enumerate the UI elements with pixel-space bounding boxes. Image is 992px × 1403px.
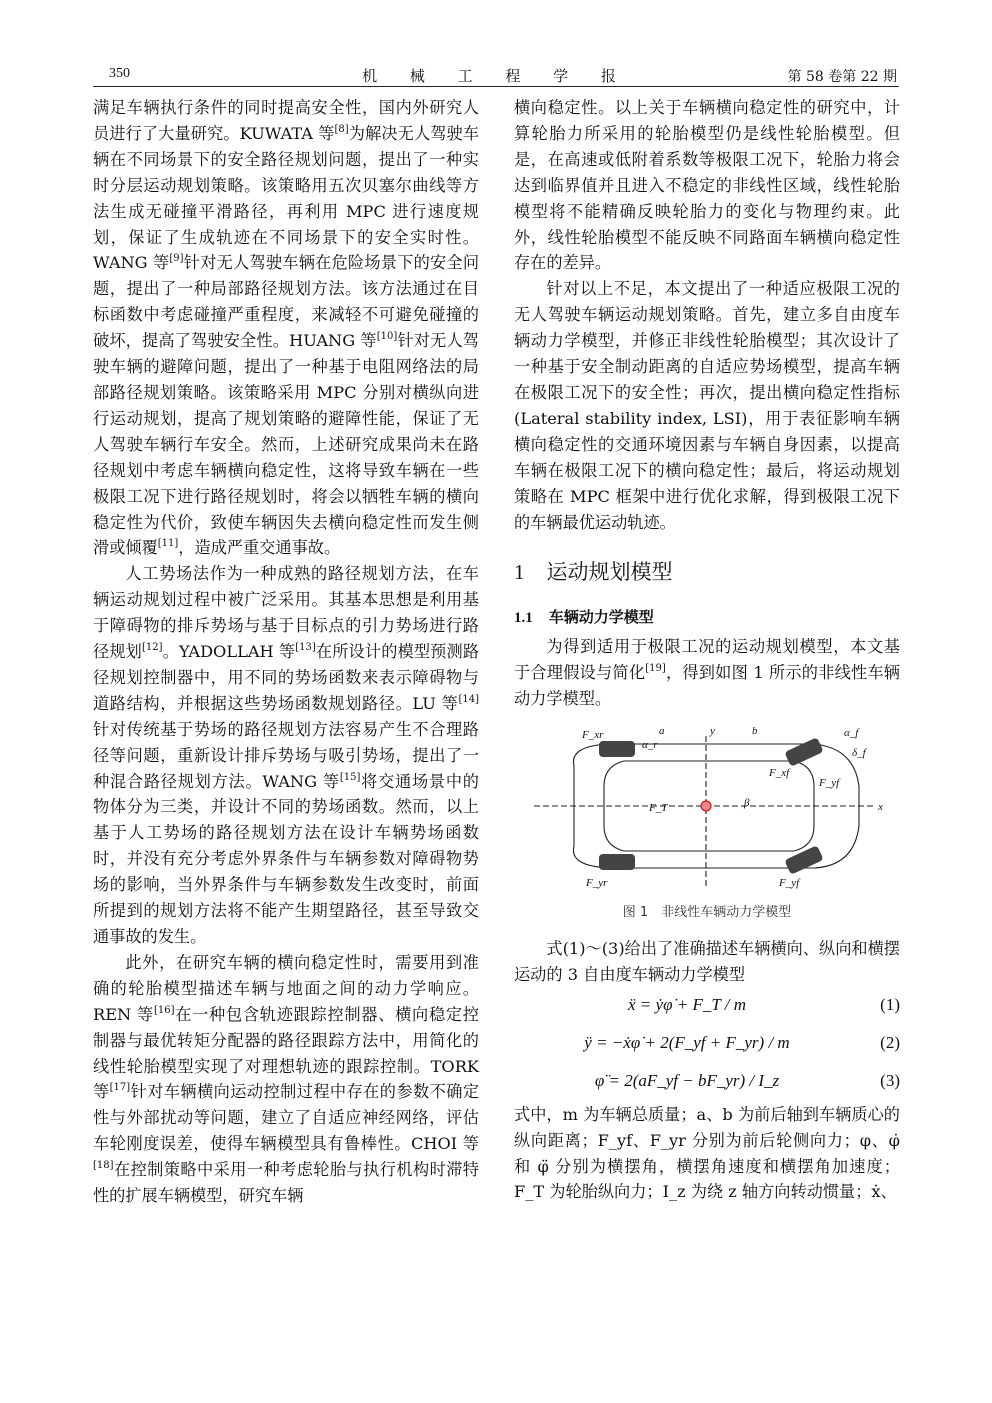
front-left-wheel <box>784 737 823 767</box>
paragraph: 为得到适用于极限工况的运动规划模型，本文基于合理假设与简化[19]，得到如图 1 所示的非线性车辆动力学模型。 <box>514 637 900 709</box>
paragraph: 人工势场法作为一种成熟的路径规划方法，在车辆运动规划过程中被广泛采用。其基本思想是利用基于障碍物的排斥势场与基于目标点的引力势场进行路径规划[12]。YADOLLAH 等[13]在所设计的模型预测路径规划控制器中，用不同的势场函数来表示障碍物与道路结构，并根据这些势场函数规划路径。LU 等[14]针对传统基于势场的路径规划方法容易产生不合理路径等问题，重新设计排斥势场与吸引势场，提出了一种混合路径规划方法。WANG 等[15]将交通场景中的物体分为三类，并设计不同的势场函数。然而，以上基于人工势场的路径规划方法在设计车辆势场函数时，并没有充分考虑外界条件与车辆参数对障碍物势场的影响，当外界条件与车辆参数发生改变时，前面所提到的规划方法将不能产生期望路径，甚至导致交通事故的发生。 <box>93 564 480 946</box>
citation: [17] <box>109 1082 131 1094</box>
journal-name: 机 械 工 程 学 报 <box>362 67 630 85</box>
label-alpha-f: α_f <box>844 727 859 740</box>
rear-left-wheel <box>599 741 635 757</box>
label-y: y <box>710 726 715 738</box>
label-Fxf: F_xf <box>769 767 790 780</box>
right-column <box>514 95 900 1205</box>
label-beta: β <box>744 797 750 810</box>
label-a: a <box>659 726 665 738</box>
vehicle-dynamics-figure <box>514 726 900 896</box>
rear-right-wheel <box>599 854 635 870</box>
citation: [9] <box>169 253 184 265</box>
citation: [13] <box>295 642 316 654</box>
label-Ff: F_yf <box>779 877 800 890</box>
paragraph: 式中，m 为车辆总质量；a、b 为前后轴到车辆质心的纵向距离；F_yf、F_yr 分别为前后轮侧向力；φ、φ̇ 和 φ̈ 分别为横摆角，横摆角速度和横摆角加速度；F_T 为轮胎纵向力；I_z 为绕 z 轴方向转动惯量；ẋ、 <box>514 1104 900 1202</box>
citation: [15] <box>339 771 361 783</box>
label-FT: F_T <box>649 802 668 815</box>
center-of-mass <box>701 801 711 811</box>
label-Fyf: F_yf <box>819 777 840 790</box>
subsection-heading: 1.1 车辆动力学模型 <box>514 608 654 627</box>
left-column <box>93 95 479 1209</box>
paragraph: 满足车辆执行条件的同时提高安全性，国内外研究人员进行了大量研究。KUWATA 等[8]为解决无人驾驶车辆在不同场景下的安全路径规划问题，提出了一种实时分层运动规划策略。该策略用五次贝塞尔曲线等方法生成无碰撞平滑路径，再利用 MPC 进行速度规划，保证了生成轨迹在不同场景下的安全实时性。WANG 等[9]针对无人驾驶车辆在危险场景下的安全问题，提出了一种局部路径规划方法。该方法通过在目标函数中考虑碰撞严重程度，来减轻不可避免碰撞的破坏，提高了驾驶安全性。HUANG 等[10]针对无人驾驶车辆的避障问题，提出了一种基于电阻网络法的局部路径规划策略。该策略采用 MPC 分别对横纵向进行运动规划，提高了规划策略的避障性能，保证了无人驾驶车辆行车安全。然而，上述研究成果尚未在路径规划中考虑车辆横向稳定性，这将导致车辆在一些极限工况下进行路径规划时，将会以牺牲车辆的横向稳定性为代价，致使车辆因失去横向稳定性而发生侧滑或倾覆[11]，造成严重交通事故。 <box>93 98 480 558</box>
label-Fxr: F_xr <box>582 729 604 742</box>
citation: [12] <box>141 642 163 654</box>
vehicle-diagram <box>514 726 900 896</box>
volume-issue: 第 58 卷第 22 期 <box>787 69 897 85</box>
citation: [8] <box>334 123 349 135</box>
label-b: b <box>752 726 758 738</box>
paragraph: 针对以上不足，本文提出了一种适应极限工况的无人驾驶车辆运动规划策略。首先，建立多自由度车辆动力学模型，并修正非线性轮胎模型；其次设计了一种基于安全制动距离的自适应势场模型，提高车辆在极限工况下的安全性；再次，提出横向稳定性指标(Lateral stability index, LSI)，用于表征影响车辆横向稳定性的交通环境因素与车辆自身因素，以提高车辆在极限工况下的横向稳定性；最后，将运动规划策略在 MPC 框架中进行优化求解，得到极限工况下的车辆最优运动轨迹。 <box>514 279 900 532</box>
label-x: x <box>878 801 883 814</box>
paragraph: 此外，在研究车辆的横向稳定性时，需要用到准确的轮胎模型描述车辆与地面之间的动力学响应。REN 等[16]在一种包含轨迹跟踪控制器、横向稳定控制器与最优转矩分配器的路径跟踪方法中，用简化的线性轮胎模型实现了对理想轨迹的跟踪控制。TORK 等[17]针对车辆横向运动控制过程中存在的参数不确定性与外部扰动等问题，建立了自适应神经网络，评估车轮刚度误差，使得车辆模型具有鲁棒性。CHOI 等[18]在控制策略中采用一种考虑轮胎与执行机构时滞特性的扩展车辆模型，研究车辆 <box>93 952 480 1206</box>
citation: [10] <box>376 331 398 343</box>
label-alpha-r: α_r <box>642 739 658 752</box>
citation: [11] <box>157 538 179 550</box>
running-header <box>93 64 899 87</box>
equation-2: ÿ = −ẋφ̇ + 2(F_yf + F_yr) / m (2) <box>584 1032 900 1052</box>
front-right-wheel <box>784 845 823 875</box>
label-Fyr: F_yr <box>586 877 608 890</box>
citation: [19] <box>645 663 666 675</box>
equation-3: φ̈ = 2(aF_yf − bF_yr) / I_z (3) <box>594 1070 900 1090</box>
equation-1: ẍ = ẏφ̇ + F_T / m (1) <box>628 994 900 1014</box>
page-number: 350 <box>109 66 130 81</box>
section-heading: 1 运动规划模型 <box>514 560 673 585</box>
label-delta: δ_f <box>852 747 866 760</box>
figure-caption: 图 1 非线性车辆动力学模型 <box>622 905 792 921</box>
citation: [16] <box>153 1004 175 1016</box>
paragraph: 横向稳定性。以上关于车辆横向稳定性的研究中，计算轮胎力所采用的轮胎模型仍是线性轮胎模型。但是，在高速或低附着系数等极限工况下，轮胎力将会达到临界值并且进入不稳定的非线性区域，线性轮胎模型将不能精确反映轮胎力的变化与物理约束。此外，线性轮胎模型不能反映不同路面车辆横向稳定性存在的差异。 <box>514 98 900 273</box>
citation: [14] <box>458 693 479 705</box>
citation: [18] <box>93 1160 114 1172</box>
paragraph: 式(1)～(3)给出了准确描述车辆横向、纵向和横摆运动的 3 自由度车辆动力学模型 <box>514 938 900 984</box>
